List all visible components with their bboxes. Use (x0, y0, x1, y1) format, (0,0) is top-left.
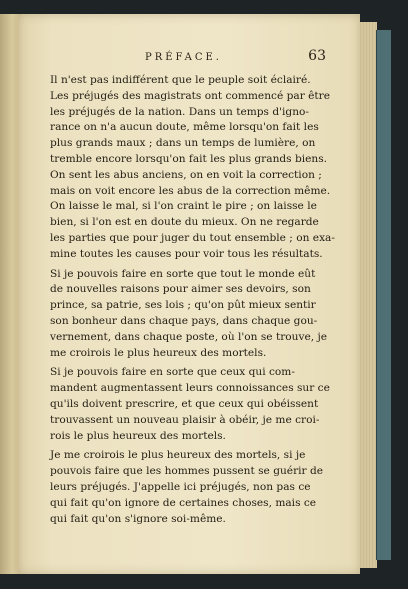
text-line: On sent les abus anciens, on en voit la correction ; (50, 168, 322, 181)
text-line: On laisse le mal, si l'on craint le pire ; on laisse le (50, 200, 317, 213)
text-line: vernement, dans chaque poste, où l'on se trouve, je (50, 330, 328, 343)
page-header (70, 48, 330, 68)
text-line: tremble encore lorsqu'on fait les plus grands biens. (50, 152, 328, 165)
text-line: les préjugés de la nation. Dans un temps d'igno- (50, 105, 309, 118)
text-line: pouvois faire que les hommes pussent se guérir de (50, 465, 324, 478)
text-line: qui fait qu'on ignore de certaines choses, mais ce (50, 496, 317, 509)
text-line: plus grands maux ; dans un temps de lumière, on (50, 137, 316, 150)
body-text (50, 73, 350, 527)
text-line: qu'ils doivent prescrire, et que ceux qui obéissent (50, 397, 319, 410)
text-line: rance on n'a aucun doute, même lorsqu'on fait les (50, 121, 319, 134)
book-cover-edge (376, 30, 391, 560)
text-line: rois le plus heureux des mortels. (50, 429, 226, 442)
text-line: mandent augmentassent leurs connoissances sur ce (50, 382, 330, 395)
text-line: trouvassent un nouveau plaisir à obéir, je me croi- (50, 413, 320, 426)
text-line: mine toutes les causes pour voir tous les résultats. (50, 247, 323, 260)
text-line: Je me croirois le plus heureux des mortels, si je (50, 449, 306, 462)
text-line: Les préjugés des magistrats ont commencé par être (50, 89, 330, 102)
page-fore-edge (358, 22, 377, 568)
text-line: leurs préjugés. J'appelle ici préjugés, non pas ce (50, 480, 311, 493)
text-line: me croirois le plus heureux des mortels. (50, 346, 267, 359)
text-line: prince, sa patrie, ses lois ; qu'on pût mieux sentir (50, 299, 316, 312)
text-line: son bonheur dans chaque pays, dans chaque gou- (50, 314, 318, 327)
page-number: 63 (308, 48, 326, 64)
text-line: les parties que pour juger du tout ensemble ; on exa- (50, 231, 335, 244)
text-line: qui fait qu'on s'ignore soi-même. (50, 512, 226, 525)
running-head: PRÉFACE. (145, 52, 222, 63)
text-line: Il n'est pas indifférent que le peuple soit éclairé. (50, 74, 311, 86)
text-line: mais on voit encore les abus de la correction même. (50, 184, 331, 197)
text-line: Si je pouvois faire en sorte que tout le monde eût (50, 267, 316, 280)
text-line: bien, si l'on est en doute du mieux. On ne regarde (50, 216, 319, 229)
text-line: Si je pouvois faire en sorte que ceux qui com- (50, 366, 295, 379)
text-line: de nouvelles raisons pour aimer ses devoirs, son (50, 283, 311, 296)
